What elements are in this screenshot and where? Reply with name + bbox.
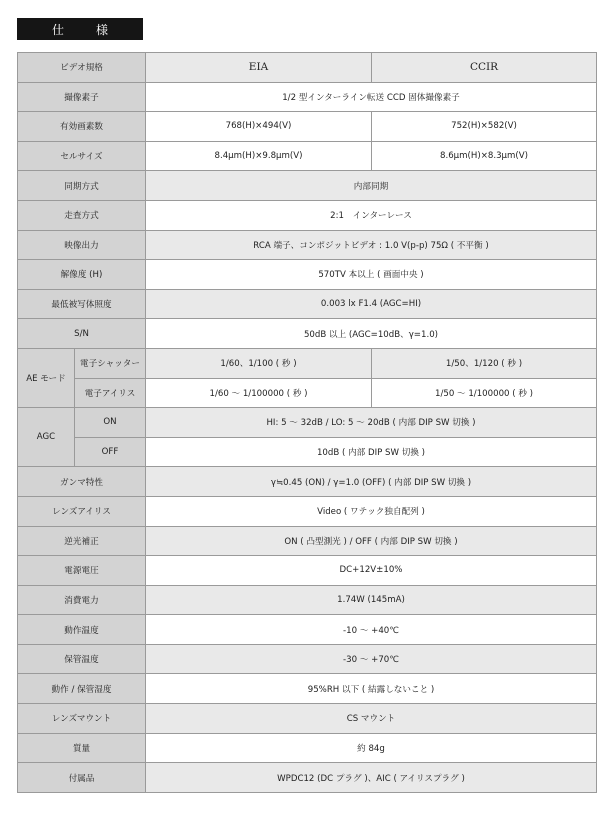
sub-label: OFF — [75, 437, 146, 467]
sub-label: 電子シャッター — [75, 348, 146, 378]
row-value: Video ( ワテック独自配列 ) — [146, 496, 597, 526]
table-row — [18, 496, 597, 526]
row-label: 最低被写体照度 — [18, 289, 146, 319]
ccir-value: 8.6μm(H)×8.3μm(V) — [372, 141, 597, 171]
table-row — [18, 289, 597, 319]
ccir-value: 1/50 ～ 1/100000 ( 秒 ) — [372, 378, 597, 408]
table-row — [18, 763, 597, 793]
row-label: 動作温度 — [18, 615, 146, 645]
row-value: CS マウント — [146, 704, 597, 734]
spec-table — [17, 52, 597, 793]
row-value: 1.74W (145mA) — [146, 585, 597, 615]
table-row — [18, 437, 597, 467]
row-label: ガンマ特性 — [18, 467, 146, 497]
row-value: 0.003 lx F1.4 (AGC=HI) — [146, 289, 597, 319]
table-row — [18, 585, 597, 615]
group-label: AGC — [18, 408, 75, 467]
table-row — [18, 526, 597, 556]
row-label: レンズアイリス — [18, 496, 146, 526]
section-title: 仕 様 — [17, 18, 143, 40]
sub-label: 電子アイリス — [75, 378, 146, 408]
row-label: 有効画素数 — [18, 112, 146, 142]
row-value: 570TV 本以上 ( 画面中央 ) — [146, 260, 597, 290]
table-row — [18, 230, 597, 260]
table-row — [18, 82, 597, 112]
row-label: ビデオ規格 — [18, 53, 146, 83]
table-row — [18, 141, 597, 171]
row-value: -30 ～ +70℃ — [146, 644, 597, 674]
ccir-value: 1/50、1/120 ( 秒 ) — [372, 348, 597, 378]
row-value: ON ( 凸型測光 ) / OFF ( 内部 DIP SW 切換 ) — [146, 526, 597, 556]
row-label: 撮像素子 — [18, 82, 146, 112]
row-label: 保管温度 — [18, 644, 146, 674]
table-row — [18, 556, 597, 586]
ccir-header: CCIR — [372, 53, 597, 83]
table-row — [18, 260, 597, 290]
row-value: -10 ～ +40℃ — [146, 615, 597, 645]
eia-header: EIA — [146, 53, 372, 83]
table-row — [18, 674, 597, 704]
row-value: 約 84g — [146, 733, 597, 763]
row-value: 1/2 型インターライン転送 CCD 固体撮像素子 — [146, 82, 597, 112]
table-row — [18, 112, 597, 142]
row-label: S/N — [18, 319, 146, 349]
row-label: 消費電力 — [18, 585, 146, 615]
table-row — [18, 378, 597, 408]
row-label: レンズマウント — [18, 704, 146, 734]
row-value: WPDC12 (DC プラグ )、AIC ( アイリスプラグ ) — [146, 763, 597, 793]
row-value: 10dB ( 内部 DIP SW 切換 ) — [146, 437, 597, 467]
eia-value: 768(H)×494(V) — [146, 112, 372, 142]
sub-label: ON — [75, 408, 146, 438]
table-row — [18, 408, 597, 438]
row-label: セルサイズ — [18, 141, 146, 171]
table-row — [18, 171, 597, 201]
row-label: 映像出力 — [18, 230, 146, 260]
row-value: HI: 5 ～ 32dB / LO: 5 ～ 20dB ( 内部 DIP SW 切換 ) — [146, 408, 597, 438]
row-value: DC+12V±10% — [146, 556, 597, 586]
ccir-value: 752(H)×582(V) — [372, 112, 597, 142]
table-row — [18, 348, 597, 378]
table-row — [18, 704, 597, 734]
row-value: 50dB 以上 (AGC=10dB、γ=1.0) — [146, 319, 597, 349]
row-label: 付属品 — [18, 763, 146, 793]
table-row — [18, 200, 597, 230]
row-label: 走査方式 — [18, 200, 146, 230]
table-row — [18, 615, 597, 645]
row-value: 内部同期 — [146, 171, 597, 201]
row-label: 同期方式 — [18, 171, 146, 201]
row-value: γ≒0.45 (ON) / γ=1.0 (OFF) ( 内部 DIP SW 切換 ) — [146, 467, 597, 497]
table-row — [18, 467, 597, 497]
group-label: AE モード — [18, 348, 75, 407]
table-row — [18, 319, 597, 349]
eia-value: 1/60、1/100 ( 秒 ) — [146, 348, 372, 378]
table-row — [18, 53, 597, 83]
table-row — [18, 733, 597, 763]
eia-value: 1/60 ～ 1/100000 ( 秒 ) — [146, 378, 372, 408]
row-value: 2:1 インターレース — [146, 200, 597, 230]
eia-value: 8.4μm(H)×9.8μm(V) — [146, 141, 372, 171]
row-label: 動作 / 保管湿度 — [18, 674, 146, 704]
row-label: 質量 — [18, 733, 146, 763]
row-value: RCA 端子、コンポジットビデオ : 1.0 V(p-p) 75Ω ( 不平衡 ) — [146, 230, 597, 260]
table-row — [18, 644, 597, 674]
row-value: 95%RH 以下 ( 結露しないこと ) — [146, 674, 597, 704]
row-label: 電源電圧 — [18, 556, 146, 586]
row-label: 逆光補正 — [18, 526, 146, 556]
row-label: 解像度 (H) — [18, 260, 146, 290]
